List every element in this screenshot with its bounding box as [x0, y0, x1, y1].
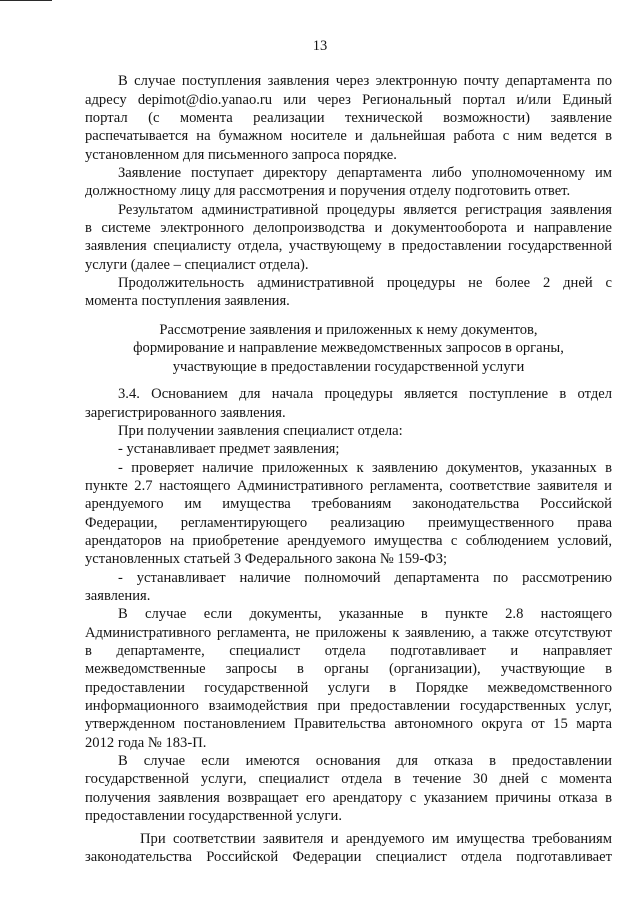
body-text-line: - проверяет наличие приложенных к заявлению документов, указанных в	[118, 460, 612, 476]
body-text-line: Административного регламента, не приложены к заявлению, а также отсутствуют	[85, 625, 612, 641]
body-text-line: При соответствии заявителя и арендуемого им имущества требованиям	[140, 831, 612, 847]
body-text-line: Федерации, регламентирующего реализацию преимущественного права	[85, 515, 612, 531]
page-number: 13	[312, 38, 328, 54]
body-text-line: в департаменте, специалист отдела подготавливает и направляет	[85, 643, 612, 659]
section-heading-line: формирование и направление межведомственных запросов в органы,	[133, 340, 564, 356]
body-text-line: - устанавливает предмет заявления;	[118, 441, 340, 457]
body-text-line: утвержденном постановлением Правительства автономного округа от 15 марта	[85, 716, 612, 732]
body-text-line: адресу depimot@dio.yanao.ru или через Региональный портал и/или Единый	[85, 92, 612, 108]
body-text-line: пункте 2.7 настоящего Административного регламента, соответствие заявителя и	[85, 478, 612, 494]
corner-rule	[0, 0, 52, 1]
section-heading-line: участвующие в предоставлении государственной услуги	[172, 359, 525, 375]
body-text-line: установленном для письменного запроса порядке.	[85, 147, 397, 163]
body-text-line: Заявление поступает директору департамента либо уполномоченному им	[118, 165, 612, 181]
body-text-line: предоставлении государственной услуги в Порядке межведомственного	[85, 680, 612, 696]
body-text-line: заявления специалисту отдела, участвующему в предоставлении государственной	[85, 238, 612, 254]
body-text-line: - устанавливает наличие полномочий департамента по рассмотрению	[118, 570, 612, 586]
body-text-line: В случае если имеются основания для отказа в предоставлении	[118, 753, 612, 769]
body-text-line: В случае поступления заявления через электронную почту департамента по	[118, 73, 612, 89]
body-text-line: установленных статьей 3 Федерального закона № 159-ФЗ;	[85, 551, 448, 567]
body-text-line: зарегистрированного заявления.	[85, 405, 286, 421]
body-text-line: информационного взаимодействия при предоставлении государственных услуг,	[85, 698, 612, 714]
body-text-line: арендаторов на приобретение арендуемого имущества с соблюдением условий,	[85, 533, 612, 549]
body-text-line: В случае если документы, указанные в пункте 2.8 настоящего	[118, 606, 612, 622]
body-text-line: получения заявления возвращает его арендатору с указанием причины отказа в	[85, 790, 612, 806]
body-text-line: в системе электронного делопроизводства и документооборота и направление	[85, 220, 612, 236]
body-text-line: момента поступления заявления.	[85, 293, 290, 309]
body-text-line: При получении заявления специалист отдела:	[118, 423, 403, 439]
body-text-line: портал (с момента реализации технической возможности) заявление	[85, 110, 612, 126]
body-text-line: 2012 года № 183-П.	[85, 735, 207, 751]
body-text-line: должностному лицу для рассмотрения и поручения отделу подготовить ответ.	[85, 183, 571, 199]
body-text-line: Результатом административной процедуры является регистрация заявления	[118, 202, 612, 218]
body-text-line: государственной услуги, специалист отдела в течение 30 дней с момента	[85, 771, 612, 787]
body-text-line: распечатывается на бумажном носителе и дальнейшая работа с ним ведется в	[85, 128, 612, 144]
body-text-line: арендуемого им имущества требованиям законодательства Российской	[85, 496, 612, 512]
body-text-line: предоставлении государственной услуги.	[85, 808, 342, 824]
body-text-line: законодательства Российской Федерации специалист отдела подготавливает	[85, 849, 612, 865]
body-text-line: 3.4. Основанием для начала процедуры является поступление в отдел	[118, 386, 612, 402]
body-text-line: межведомственные запросы в органы (организации), участвующие в	[85, 661, 612, 677]
body-text-line: Продолжительность административной процедуры не более 2 дней с	[118, 275, 612, 291]
section-heading-line: Рассмотрение заявления и приложенных к нему документов,	[159, 322, 538, 338]
body-text-line: услуги (далее – специалист отдела).	[85, 257, 309, 273]
body-text-line: заявления.	[85, 588, 151, 604]
